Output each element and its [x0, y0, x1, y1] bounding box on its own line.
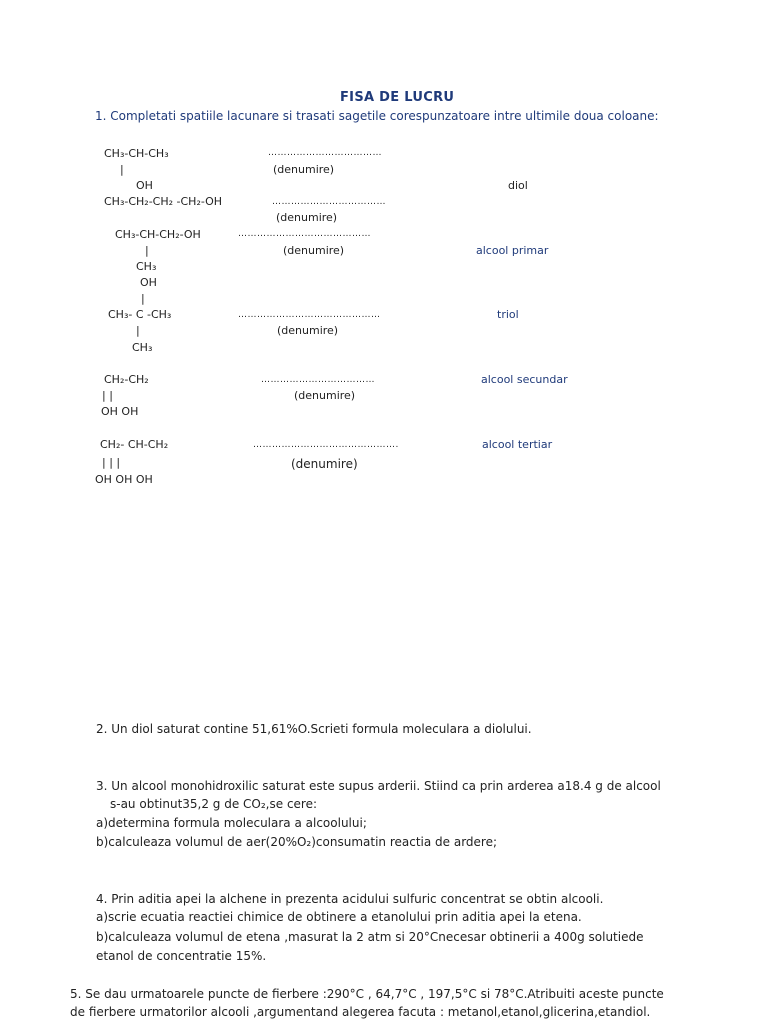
formula-6-main: CH₂- CH-CH₂	[100, 438, 169, 451]
question-3-line-3: a)determina formula moleculara a alcoolului;	[96, 816, 367, 830]
denumire-label-6: (denumire)	[291, 457, 358, 471]
blank-line-5[interactable]: ………………………………	[261, 375, 375, 385]
question-2-text: 2. Un diol saturat contine 51,61%O.Scrieti formula moleculara a diolului.	[96, 722, 532, 736]
formula-4-main: CH₃- C -CH₃	[108, 308, 172, 321]
col-alcool-primar[interactable]: alcool primar	[476, 244, 549, 257]
col-triol[interactable]: triol	[497, 308, 519, 321]
question-1-text: 1. Completati spatiile lacunare si trasati sagetile corespunzatoare intre ultimile doua coloane:	[95, 109, 659, 123]
formula-6-subs: OH OH OH	[95, 473, 153, 486]
formula-5-subs: OH OH	[101, 405, 139, 418]
question-4-line-1: 4. Prin aditia apei la alchene in prezenta acidului sulfuric concentrat se obtin alcooli.	[96, 892, 604, 906]
blank-line-1[interactable]: ………………………………	[268, 148, 382, 158]
col-alcool-tertiar[interactable]: alcool tertiar	[482, 438, 553, 451]
denumire-label-4: (denumire)	[277, 324, 339, 337]
question-3-line-1: 3. Un alcool monohidroxilic saturat este supus arderii. Stiind ca prin arderea a18.4 g de alcool	[96, 779, 661, 793]
formula-5-main: CH₂-CH₂	[104, 373, 149, 386]
blank-line-3[interactable]: ……………………………………	[238, 229, 371, 239]
col-alcool-secundar[interactable]: alcool secundar	[481, 373, 568, 386]
blank-line-4[interactable]: ………………………………………	[238, 310, 381, 320]
formula-1-main: CH₃-CH-CH₃	[104, 147, 169, 160]
question-4-line-4: etanol de concentratie 15%.	[96, 949, 267, 963]
formula-4-bond-bottom: |	[136, 324, 140, 337]
worksheet-title: FISA DE LUCRU	[340, 90, 455, 105]
denumire-label-3: (denumire)	[283, 244, 345, 257]
formula-3-main: CH₃-CH-CH₂-OH	[115, 228, 201, 241]
denumire-label-1: (denumire)	[273, 163, 335, 176]
formula-2-main: CH₃-CH₂-CH₂ -CH₂-OH	[104, 195, 223, 208]
formula-4-top: OH	[140, 276, 157, 289]
formula-3-bond: |	[145, 244, 149, 257]
blank-line-6[interactable]: ……………………………………….	[253, 440, 399, 450]
question-3-line-4: b)calculeaza volumul de aer(20%O₂)consumatin reactia de ardere;	[96, 835, 498, 849]
col-diol[interactable]: diol	[508, 179, 528, 192]
formula-5-bonds: | |	[102, 389, 113, 402]
blank-line-2[interactable]: ………………………………	[272, 197, 386, 207]
question-4-line-2: a)scrie ecuatia reactiei chimice de obtinere a etanolului prin aditia apei la etena.	[96, 910, 582, 924]
formula-3-sub: CH₃	[136, 260, 157, 273]
question-5-line-1: 5. Se dau urmatoarele puncte de fierbere :290°C , 64,7°C , 197,5°C si 78°C.Atribuiti aceste puncte	[70, 987, 664, 1001]
formula-4-bottom: CH₃	[132, 341, 153, 354]
formula-6-bonds: | | |	[102, 456, 121, 469]
question-3-line-2: s-au obtinut35,2 g de CO₂,se cere:	[110, 797, 318, 811]
denumire-label-5: (denumire)	[294, 389, 356, 402]
formula-1-sub: OH	[136, 179, 153, 192]
denumire-label-2: (denumire)	[276, 211, 338, 224]
formula-4-bond-top: |	[141, 292, 145, 305]
question-4-line-3: b)calculeaza volumul de etena ,masurat la 2 atm si 20°Cnecesar obtinerii a 400g solutiede	[96, 930, 644, 944]
question-5-line-2: de fierbere urmatorilor alcooli ,argumentand alegerea facuta : metanol,etanol,glicerina,etandiol.	[70, 1005, 651, 1019]
formula-1-bond: |	[120, 163, 124, 176]
